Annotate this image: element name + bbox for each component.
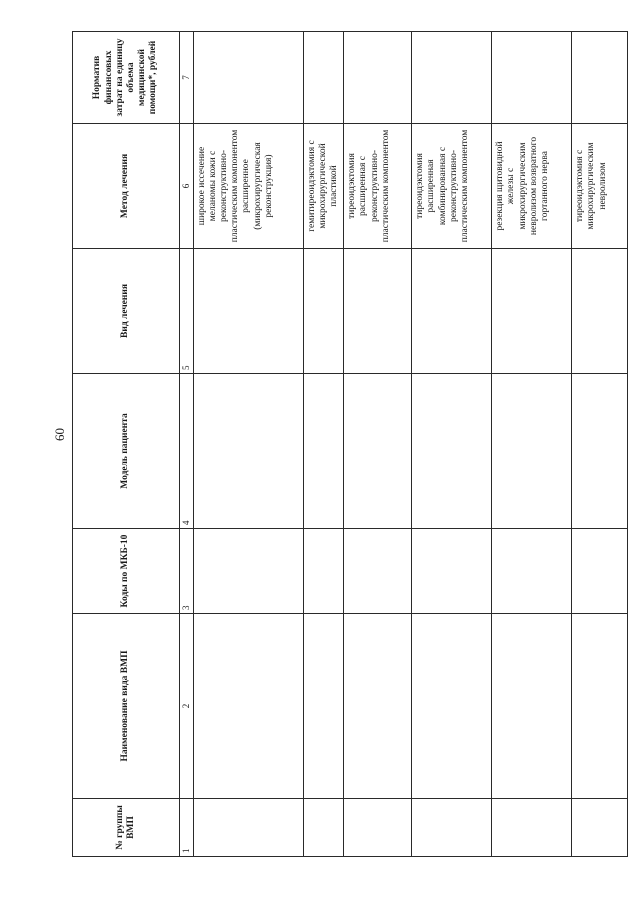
column-number: 7 <box>180 32 194 124</box>
rotated-table-container <box>72 32 608 857</box>
column-number: 6 <box>180 124 194 249</box>
table-row <box>344 32 412 857</box>
column-number-row <box>180 32 194 857</box>
treatment-method-cell: тиреоидэктомия с микрохирургическим невролизом <box>572 124 628 249</box>
table-row <box>492 32 572 857</box>
vmp-table <box>72 31 628 857</box>
header-treatment-type: Вид лечения <box>73 249 180 374</box>
table-wrapper <box>72 32 608 857</box>
treatment-method-cell: тиреоидэктомия расширенная комбинированная с реконструктивно-пластическим компонентом <box>412 124 492 249</box>
header-vmp-name: Наименование вида ВМП <box>73 614 180 799</box>
table-row <box>303 32 344 857</box>
header-group-number: № группы ВМП <box>73 799 180 857</box>
header-row <box>73 32 180 857</box>
treatment-method-cell: тиреоидэктомия расширенная с реконструктивно-пластическим компонентом <box>344 124 412 249</box>
column-number: 1 <box>180 799 194 857</box>
header-treatment-method: Метод лечения <box>73 124 180 249</box>
column-number: 3 <box>180 529 194 614</box>
table-row <box>572 32 628 857</box>
column-number: 4 <box>180 374 194 529</box>
column-number: 2 <box>180 614 194 799</box>
header-cost-norm: Норматив финансовых затрат на единицу объема медицинской помощи*, рублей <box>73 32 180 124</box>
header-patient-model: Модель пациента <box>73 374 180 529</box>
treatment-method-cell: широкое иссечение меланомы кожи с реконструктивно-пластическим компонентом расширенное (микрохирургическая реконструкция) <box>193 124 303 249</box>
header-icd-codes: Коды по МКБ-10 <box>73 529 180 614</box>
treatment-method-cell: гемитиреоидэктомия с микрохирургической пластикой <box>303 124 344 249</box>
table-row <box>193 32 303 857</box>
column-number: 5 <box>180 249 194 374</box>
table-row <box>412 32 492 857</box>
page-number: 60 <box>52 428 67 441</box>
treatment-method-cell: резекция щитовидной железы с микрохирургическим невролизом возвратного гортанного нерва <box>492 124 572 249</box>
